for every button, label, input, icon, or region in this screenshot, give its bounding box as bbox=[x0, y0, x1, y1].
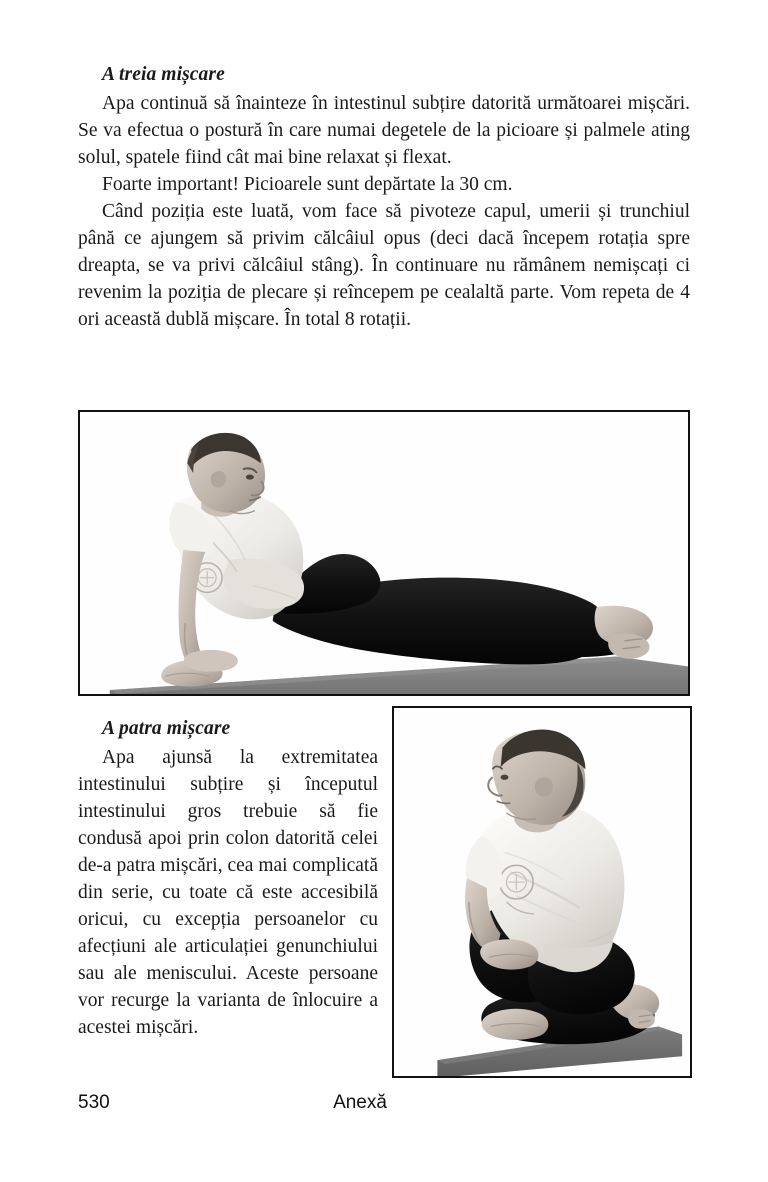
page-footer bbox=[78, 1092, 690, 1118]
section-heading-fourth-movement: A patra mișcare bbox=[102, 718, 231, 739]
page-number: 530 bbox=[78, 1092, 110, 1113]
figure-upward-plank bbox=[78, 410, 690, 696]
section-a-patra-miscare bbox=[78, 716, 378, 1041]
photo-kneeling-twist bbox=[394, 708, 690, 1076]
paragraph-fourth-movement-1: Apa ajunsă la extremitatea intestinului subțire și începutul intestinului gros trebuie să fie condusă apoi prin colon datorită celei de-a patra mișcări, cea mai complicată din serie, cu toate că este accesibilă oricui, cu excepția persoanelor cu afecțiuni ale articulației genunchiului sau ale meniscului. Aceste persoane vor recurge la varianta de înlocuire a acestei mișcări. bbox=[78, 746, 378, 1038]
running-head: Anexă bbox=[333, 1092, 387, 1113]
section-a-treia-miscare bbox=[78, 62, 690, 333]
figure-kneeling-twist bbox=[392, 706, 692, 1078]
paragraph-third-movement-2: Foarte important! Picioarele sunt depărtate la 30 cm. bbox=[102, 173, 513, 195]
photo-upward-plank bbox=[80, 412, 688, 694]
paragraph-third-movement-3: Când poziția este luată, vom face să pivoteze capul, umerii și trunchiul până ce ajungem să privim călcâiul opus (deci dacă începem rotația spre dreapta, se va privi călcâiul stâng). În continuare nu rămânem nemișcați ci revenim la poziția de plecare și reîncepem pe cealaltă parte. Vom repeta de 4 ori această dublă mișcare. În total 8 rotații. bbox=[78, 200, 690, 330]
paragraph-third-movement-1: Apa continuă să înainteze în intestinul subțire datorită următoarei mișcări. Se va efectua o postură în care numai degetele de la picioare și palmele ating solul, spatele fiind cât mai bine relaxat și flexat. bbox=[78, 92, 690, 168]
section-heading-third-movement: A treia mișcare bbox=[102, 64, 225, 85]
